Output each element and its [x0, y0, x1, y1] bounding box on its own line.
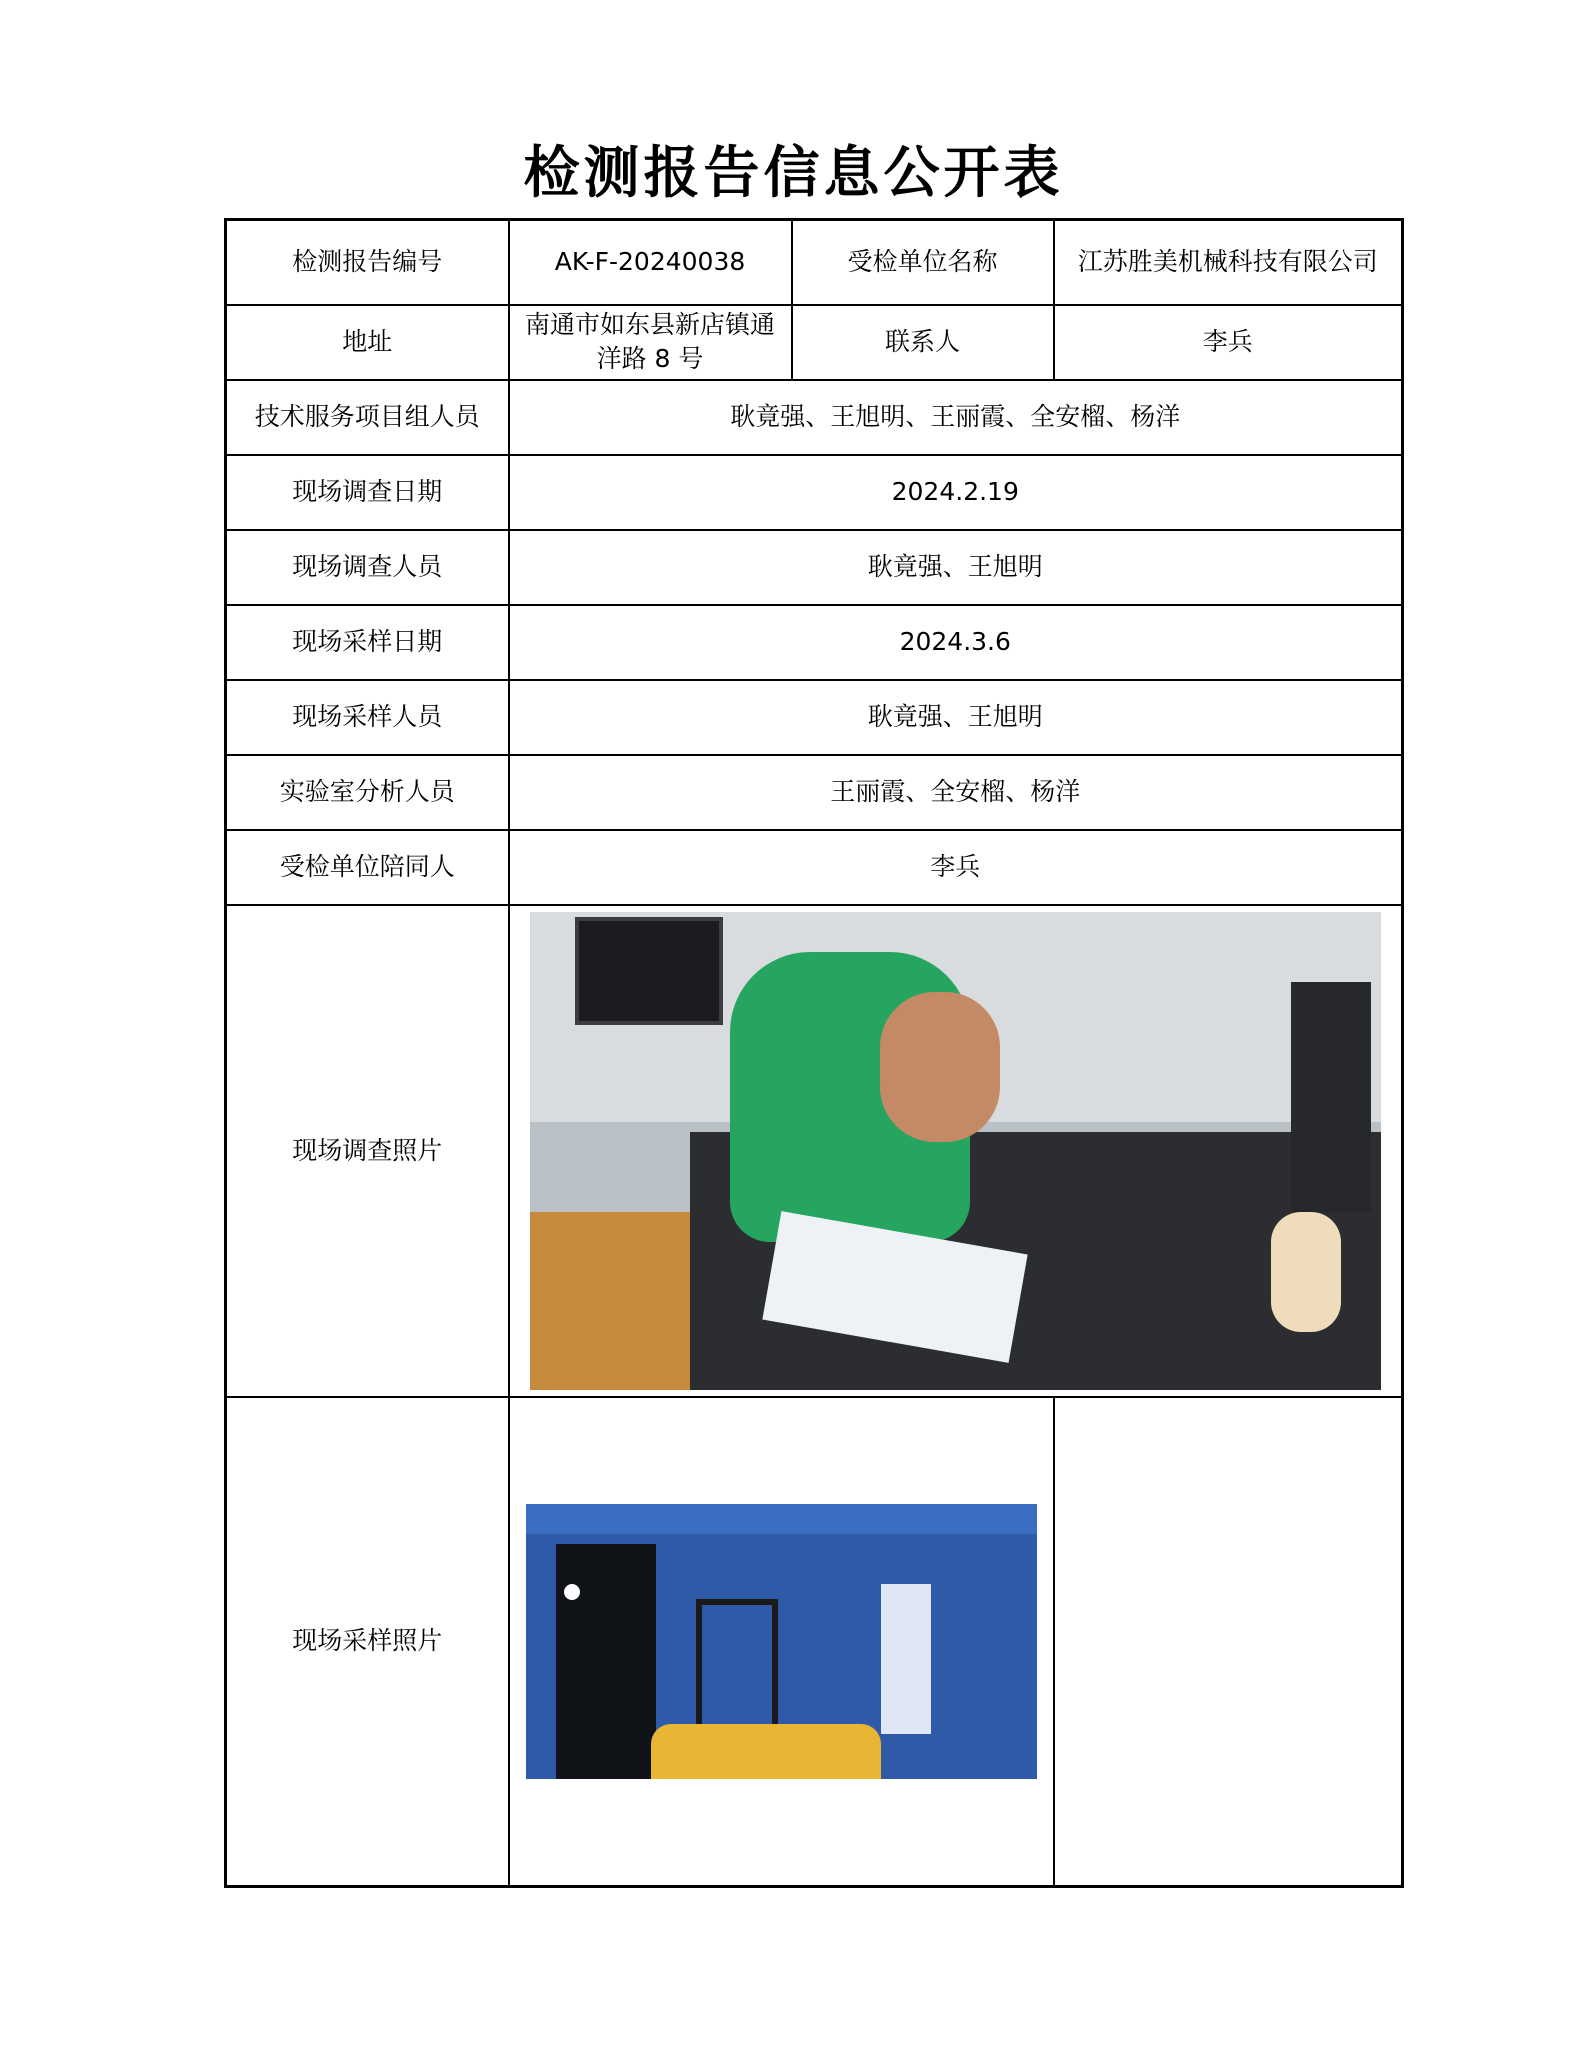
row-survey-photo — [226, 905, 1403, 1397]
survey-photo-cell — [509, 905, 1403, 1397]
page-title: 检测报告信息公开表 — [523, 140, 1064, 206]
escort-label: 受检单位陪同人 — [226, 830, 509, 905]
address-value: 南通市如东县新店镇通洋路 8 号 — [509, 305, 792, 380]
lab-staff-label: 实验室分析人员 — [226, 755, 509, 830]
sampling-photo — [526, 1504, 1037, 1779]
row-sampling-date — [226, 605, 1403, 680]
escort-value: 李兵 — [509, 830, 1403, 905]
row-address — [226, 305, 1403, 380]
contact-value: 李兵 — [1054, 305, 1403, 380]
sampling-date-label: 现场采样日期 — [226, 605, 509, 680]
report-no-label: 检测报告编号 — [226, 220, 509, 305]
team-label: 技术服务项目组人员 — [226, 380, 509, 455]
row-survey-staff — [226, 530, 1403, 605]
sampling-staff-value: 耿竟强、王旭明 — [509, 680, 1403, 755]
row-team — [226, 380, 1403, 455]
survey-staff-value: 耿竟强、王旭明 — [509, 530, 1403, 605]
row-report-no — [226, 220, 1403, 305]
row-escort — [226, 830, 1403, 905]
survey-date-value: 2024.2.19 — [509, 455, 1403, 530]
row-survey-date — [226, 455, 1403, 530]
empty-cell — [1054, 1397, 1403, 1887]
report-no-value: AK-F-20240038 — [509, 220, 792, 305]
row-sampling-staff — [226, 680, 1403, 755]
sampling-photo-label: 现场采样照片 — [226, 1397, 509, 1887]
address-label: 地址 — [226, 305, 509, 380]
sampling-staff-label: 现场采样人员 — [226, 680, 509, 755]
row-lab-staff — [226, 755, 1403, 830]
sampling-photo-cell — [509, 1397, 1054, 1887]
survey-date-label: 现场调查日期 — [226, 455, 509, 530]
team-value: 耿竟强、王旭明、王丽霞、全安榴、杨洋 — [509, 380, 1403, 455]
unit-name-value: 江苏胜美机械科技有限公司 — [1054, 220, 1403, 305]
survey-photo-label: 现场调查照片 — [226, 905, 509, 1397]
survey-photo — [530, 912, 1382, 1390]
sampling-date-value: 2024.3.6 — [509, 605, 1403, 680]
unit-name-label: 受检单位名称 — [792, 220, 1054, 305]
row-sampling-photo — [226, 1397, 1403, 1887]
contact-label: 联系人 — [792, 305, 1054, 380]
lab-staff-value: 王丽霞、全安榴、杨洋 — [509, 755, 1403, 830]
survey-staff-label: 现场调查人员 — [226, 530, 509, 605]
report-table — [224, 218, 1404, 1888]
